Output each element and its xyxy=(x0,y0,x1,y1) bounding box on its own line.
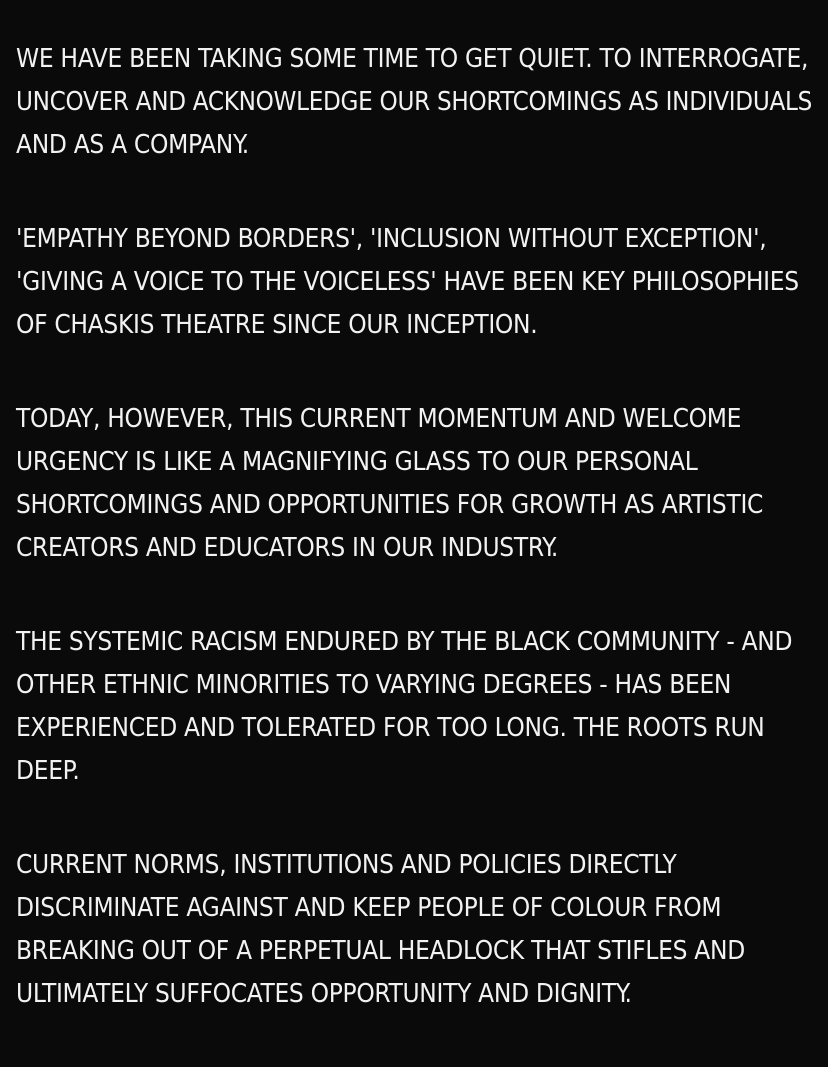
text-line: SHORTCOMINGS AND OPPORTUNITIES FOR GROWTH AS ARTISTIC xyxy=(16,490,764,520)
text-line: TODAY, HOWEVER, THIS CURRENT MOMENTUM AND WELCOME xyxy=(16,404,742,434)
paragraph-5 xyxy=(16,844,816,1016)
text-line: CREATORS AND EDUCATORS IN OUR INDUSTRY. xyxy=(16,533,558,563)
text-line: 'EMPATHY BEYOND BORDERS', 'INCLUSION WITHOUT EXCEPTION', xyxy=(16,224,767,254)
text-line: THE SYSTEMIC RACISM ENDURED BY THE BLACK COMMUNITY - AND xyxy=(16,627,793,657)
paragraph-3 xyxy=(16,398,816,570)
text-line: URGENCY IS LIKE A MAGNIFYING GLASS TO OUR PERSONAL xyxy=(16,447,698,477)
paragraph-1 xyxy=(16,38,816,167)
text-line: AND AS A COMPANY. xyxy=(16,130,249,160)
paragraph-2 xyxy=(16,218,816,347)
text-line: OF CHASKIS THEATRE SINCE OUR INCEPTION. xyxy=(16,310,538,340)
text-line: CURRENT NORMS, INSTITUTIONS AND POLICIES DIRECTLY xyxy=(16,850,677,880)
text-line: 'GIVING A VOICE TO THE VOICELESS' HAVE BEEN KEY PHILOSOPHIES xyxy=(16,267,799,297)
paragraph-4 xyxy=(16,621,816,793)
text-line: WE HAVE BEEN TAKING SOME TIME TO GET QUIET. TO INTERROGATE, xyxy=(16,44,809,74)
text-line: BREAKING OUT OF A PERPETUAL HEADLOCK THAT STIFLES AND xyxy=(16,936,745,966)
text-line: DISCRIMINATE AGAINST AND KEEP PEOPLE OF COLOUR FROM xyxy=(16,893,722,923)
text-line: ULTIMATELY SUFFOCATES OPPORTUNITY AND DIGNITY. xyxy=(16,979,632,1009)
text-line: OTHER ETHNIC MINORITIES TO VARYING DEGREES - HAS BEEN xyxy=(16,670,732,700)
text-line: DEEP. xyxy=(16,756,80,786)
statement-text xyxy=(16,38,816,1067)
text-line: UNCOVER AND ACKNOWLEDGE OUR SHORTCOMINGS AS INDIVIDUALS xyxy=(16,87,812,117)
text-line: EXPERIENCED AND TOLERATED FOR TOO LONG. THE ROOTS RUN xyxy=(16,713,765,743)
